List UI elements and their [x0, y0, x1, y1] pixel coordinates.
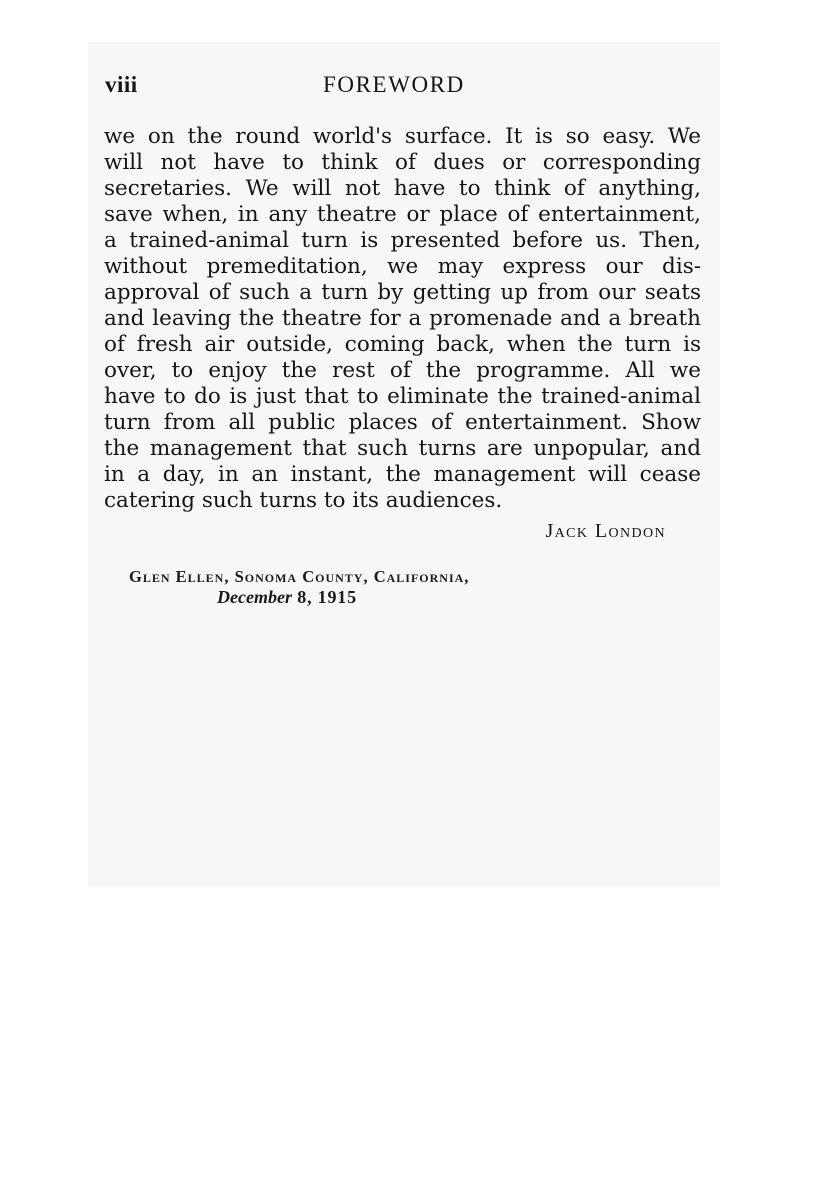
running-header [105, 72, 700, 106]
body-line: we on the round world's surface. It is so easy. We [104, 124, 701, 149]
body-line: of fresh air outside, coming back, when the turn is [104, 332, 701, 357]
body-line: approval of such a turn by getting up from our seats [104, 280, 701, 305]
date-day-year: 8, 1915 [291, 587, 357, 607]
body-line: catering such turns to its audiences. [104, 488, 503, 513]
dateline-date [217, 587, 357, 608]
body-line: will not have to think of dues or corresponding [104, 150, 701, 175]
page-number: viii [105, 72, 138, 97]
body-line: have to do is just that to eliminate the trained-animal [104, 384, 701, 409]
running-title: FOREWORD [323, 72, 465, 97]
body-line: secretaries. We will not have to think of anything, [104, 176, 701, 201]
body-line: over, to enjoy the rest of the programme. All we [104, 358, 701, 383]
body-line: the management that such turns are unpopular, and [104, 436, 701, 461]
author-signature: Jack London [545, 520, 666, 542]
dateline-place: Glen Ellen, Sonoma County, California, [129, 567, 470, 586]
foreword-body-text [104, 124, 701, 514]
body-line: a trained-animal turn is presented before us. Then, [104, 228, 701, 253]
body-line: save when, in any theatre or place of entertainment, [104, 202, 701, 227]
date-month: December [217, 587, 292, 607]
body-line: and leaving the theatre for a promenade and a breath [104, 306, 701, 331]
body-line: turn from all public places of entertainment. Show [104, 410, 701, 435]
body-line: without premeditation, we may express our dis- [104, 254, 701, 279]
body-line: in a day, in an instant, the management will cease [104, 462, 701, 487]
